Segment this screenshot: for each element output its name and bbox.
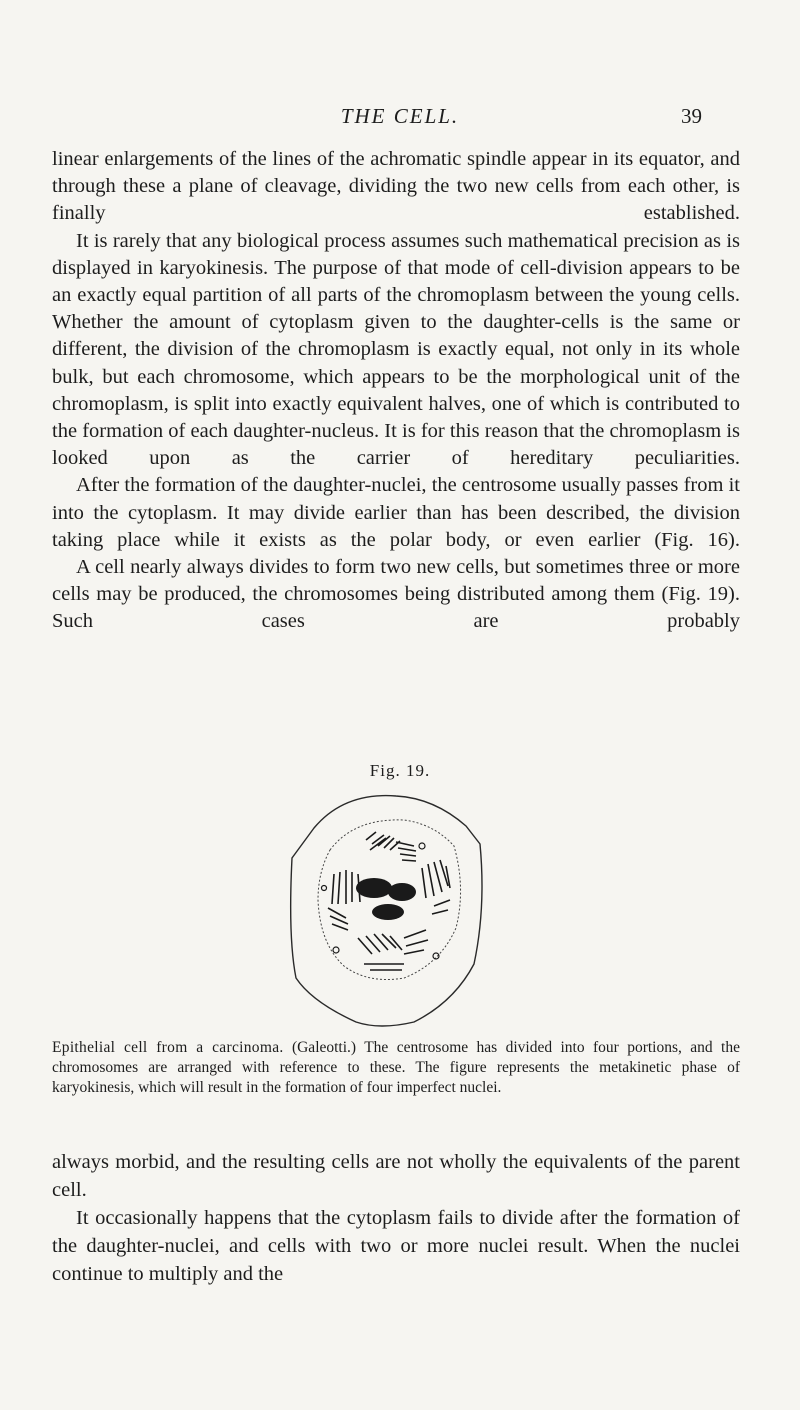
figure-label: Fig. 19. [369, 761, 431, 780]
figure-illustration [284, 788, 490, 1028]
page-number: 39 [681, 104, 702, 128]
paragraph: linear enlargements of the lines of the achromatic spindle appear in its equator, and through these a plane of cleavage, dividing the two new cells from each other, is finally established. [52, 148, 740, 225]
running-head: THE CELL. [340, 104, 460, 128]
chromosome-cluster-top [366, 832, 416, 861]
body-text-bottom [52, 1148, 740, 1288]
chromosome-cluster-bottom [358, 930, 428, 970]
body-text-top [52, 146, 740, 636]
paragraph: It occasionally happens that the cytoplasm fails to divide after the formation of the daughter-nuclei, and cells with two or more nuclei result. When the nuclei continue to multiply and the [52, 1207, 740, 1285]
paragraph: A cell nearly always divides to form two new cells, but sometimes three or more cells may be produced, the chromosomes being distributed among them (Fig. 19). Such cases are probably [52, 556, 740, 633]
paragraph: always morbid, and the resulting cells are not wholly the equivalents of the parent cell. [52, 1151, 740, 1201]
chromosome-cluster-left [328, 870, 360, 930]
paragraph: It is rarely that any biological process assumes such mathematical precision as is displayed in karyokinesis. The purpose of that mode of cell-division appears to be an exactly equal partition of all parts of the chromoplasm between the young cells. Whether the amount of cytoplasm given to the daughter-cells is the same or different, the division of the chromoplasm is exactly equal, not only in its whole bulk, but each chromosome, which appears to be the morphological unit of the chromoplasm, is split into exactly equivalent halves, one of which is contributed to the formation of each daughter-nucleus. It is for this reason that the chromoplasm is looked upon as the carrier of hereditary peculiarities. [52, 229, 740, 470]
central-chromatin [356, 878, 416, 920]
caption-title: Epithelial cell from a carcinoma. [52, 1039, 284, 1056]
figure-caption [52, 1038, 740, 1098]
carcinoma-cell-drawing [284, 788, 490, 1028]
chromosome-cluster-right [422, 860, 450, 914]
paragraph: After the formation of the daughter-nuclei, the centrosome usually passes from it into the cytoplasm. It may divide earlier than has been described, the division taking place while it exists as the polar body, or even earlier (Fig. 16). [52, 474, 740, 551]
page-header [0, 104, 800, 134]
caption-text: (Galeotti.) The centrosome has divided into four portions, and the chromosomes are arranged with reference to these. The figure represents the metakinetic phase of karyokinesis, which will result in the formation of four imperfect nuclei. [52, 1039, 740, 1096]
